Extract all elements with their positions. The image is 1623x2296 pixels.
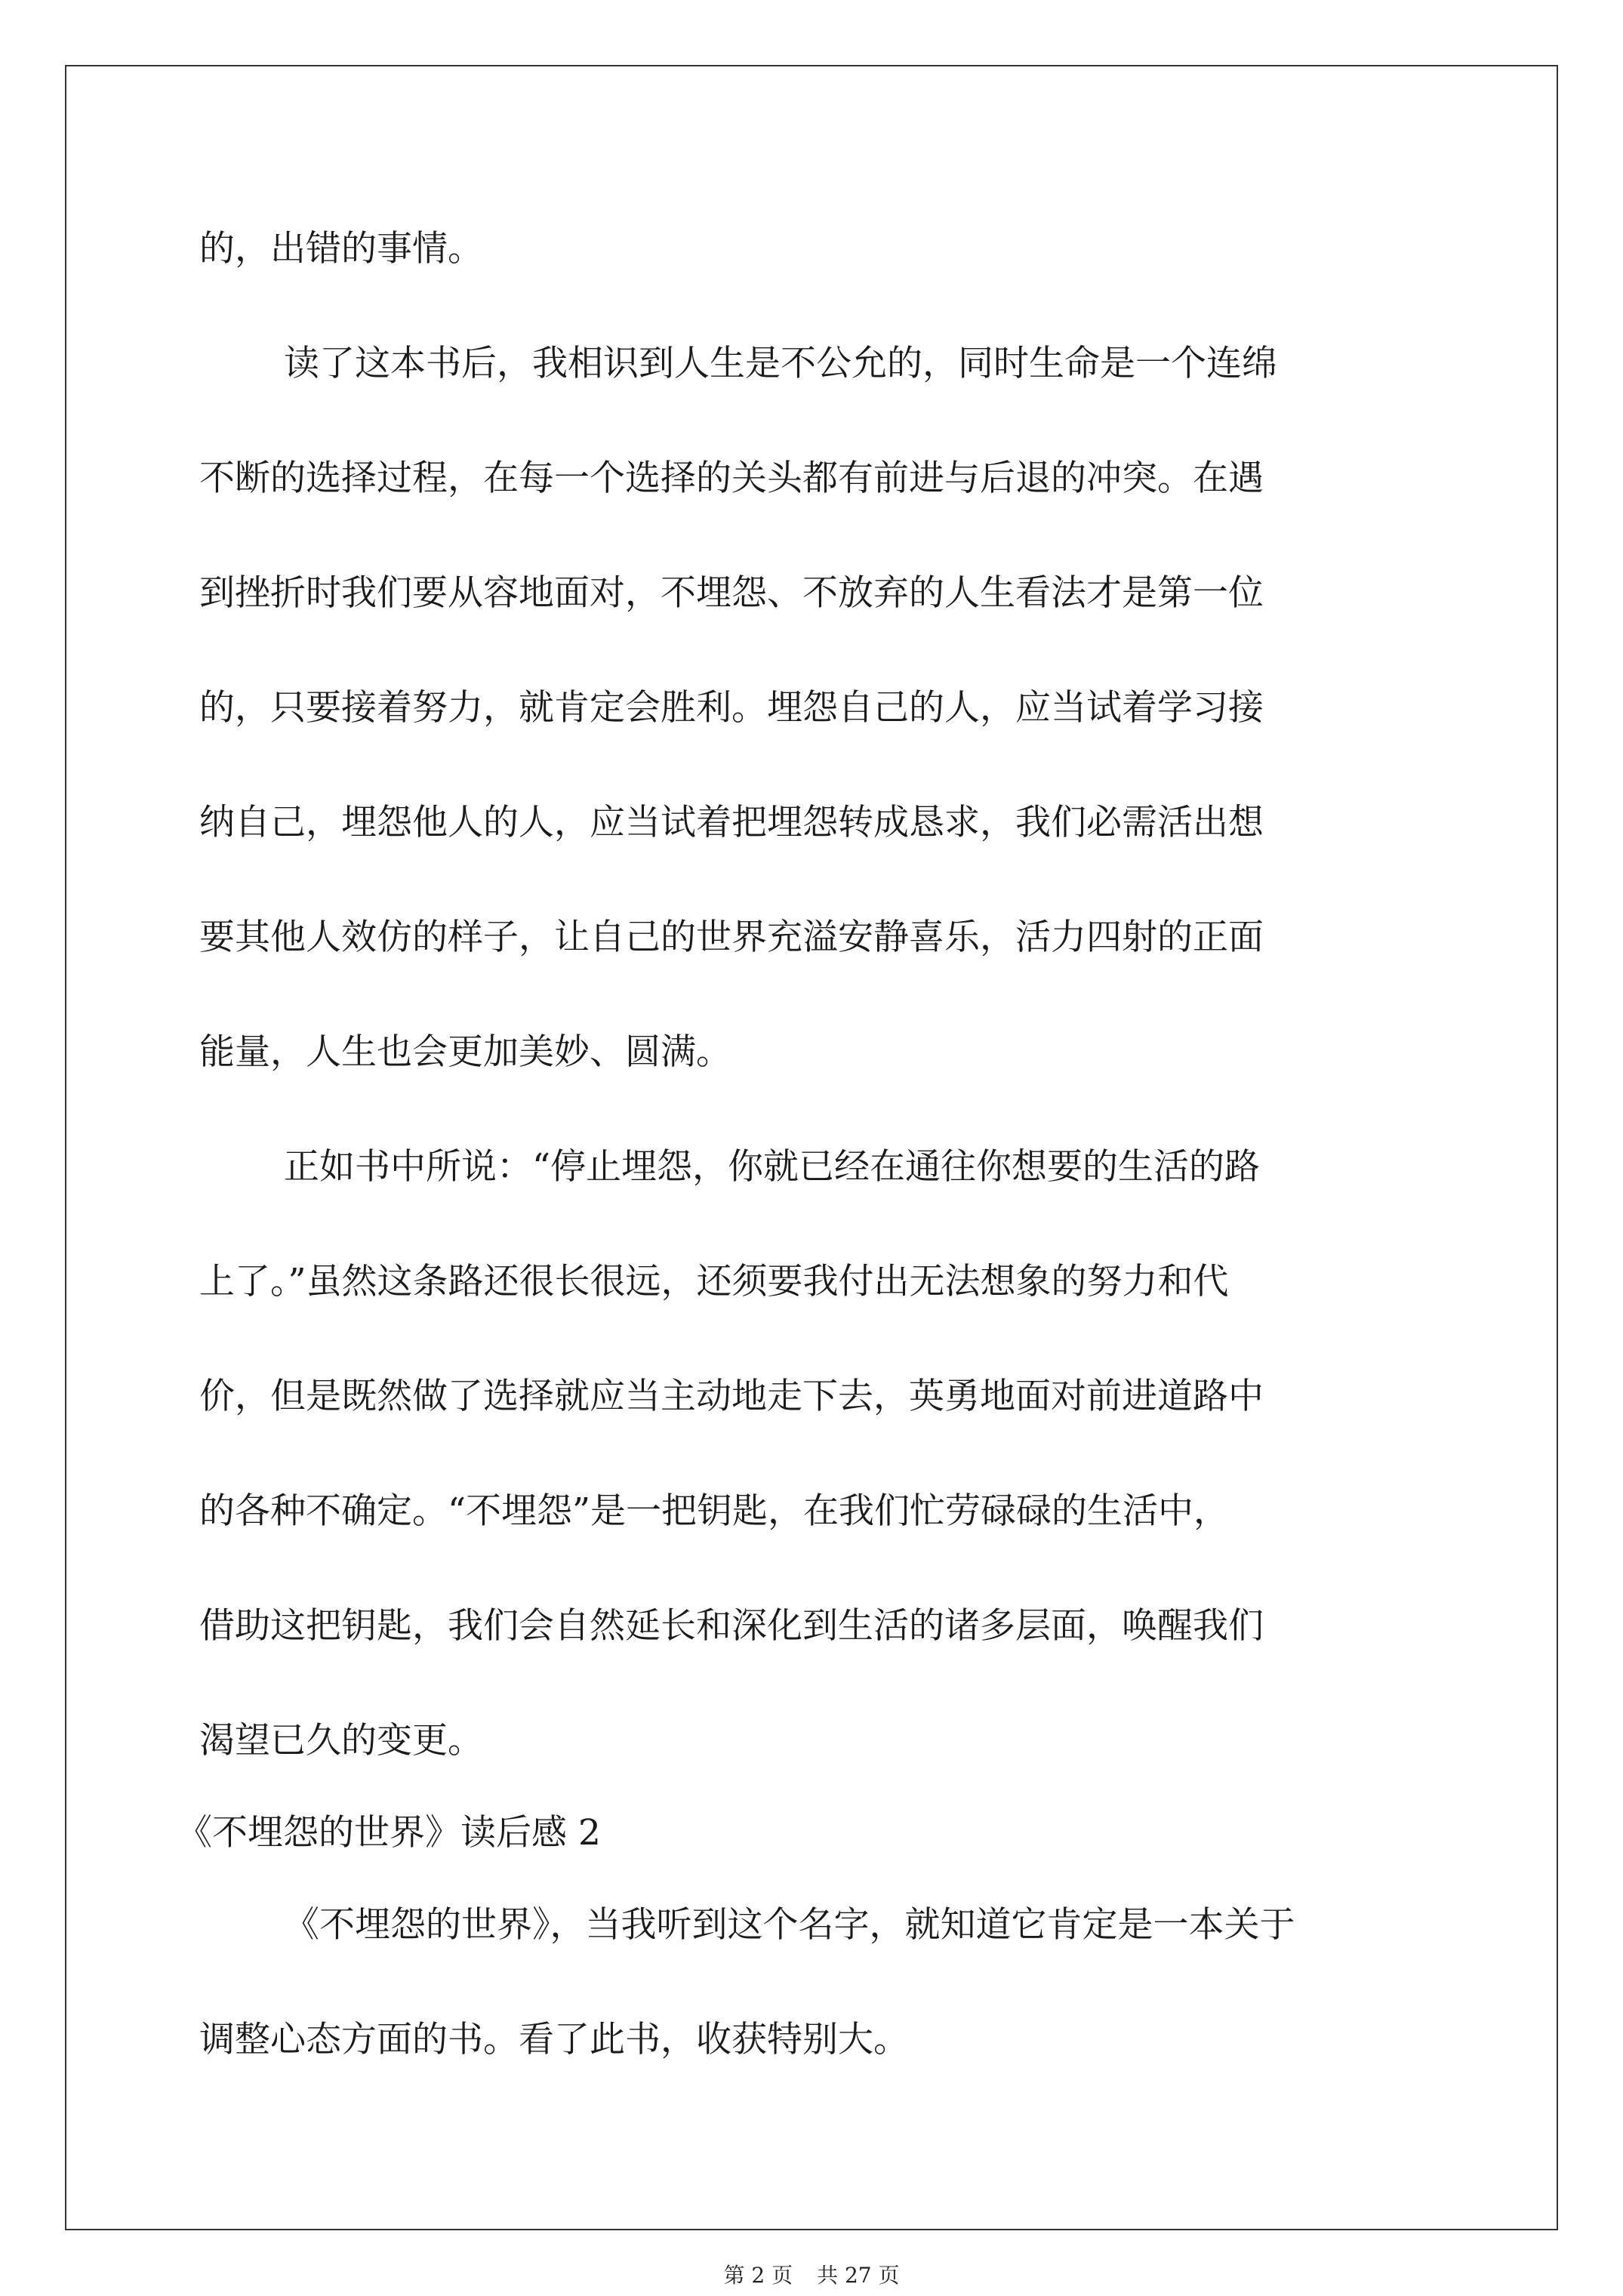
paragraph-line: 到挫折时我们要从容地面对，不埋怨、不放弃的人生看法才是第一位 bbox=[199, 572, 1264, 614]
paragraph-line: 不断的选择过程，在每一个选择的关头都有前进与后退的冲突。在遇 bbox=[199, 458, 1264, 499]
paragraph-line: 上了。”虽然这条路还很长很远，还须要我付出无法想象的努力和代 bbox=[199, 1261, 1229, 1302]
paragraph-line: 纳自己，埋怨他人的人，应当试着把埋怨转成恳求，我们必需活出想 bbox=[199, 802, 1264, 843]
paragraph-line: 的，只要接着努力，就肯定会胜利。埋怨自己的人，应当试着学习接 bbox=[199, 687, 1264, 729]
paragraph-line: 要其他人效仿的样子，让自己的世界充溢安静喜乐，活力四射的正面 bbox=[199, 917, 1264, 958]
paragraph-line: 调整心态方面的书。看了此书，收获特别大。 bbox=[199, 2019, 909, 2060]
section-heading: 《不埋怨的世界》读后感 2 bbox=[177, 1812, 601, 1854]
page-footer bbox=[0, 2262, 1623, 2289]
paragraph-line: 借助这把钥匙，我们会自然延长和深化到生活的诸多层面，唤醒我们 bbox=[199, 1605, 1264, 1647]
paragraph-line: 的各种不确定。“不埋怨”是一把钥匙，在我们忙劳碌碌的生活中， bbox=[199, 1490, 1230, 1532]
paragraph-line: 的，出错的事情。 bbox=[199, 228, 483, 270]
paragraph-line: 渴望已久的变更。 bbox=[199, 1720, 483, 1761]
paragraph-line: 《不埋怨的世界》，当我听到这个名字，就知道它肯定是一本关于 bbox=[284, 1904, 1295, 1946]
page-total: 共 27 页 bbox=[817, 2263, 900, 2288]
paragraph-line: 正如书中所说：“停止埋怨，你就已经在通往你想要的生活的路 bbox=[284, 1146, 1261, 1188]
paragraph-line: 价，但是既然做了选择就应当主动地走下去，英勇地面对前进道路中 bbox=[199, 1376, 1264, 1417]
page-number: 第 2 页 bbox=[723, 2263, 793, 2288]
paragraph-line: 读了这本书后，我相识到人生是不公允的，同时生命是一个连绵 bbox=[284, 343, 1277, 384]
paragraph-line: 能量，人生也会更加美妙、圆满。 bbox=[199, 1031, 731, 1073]
